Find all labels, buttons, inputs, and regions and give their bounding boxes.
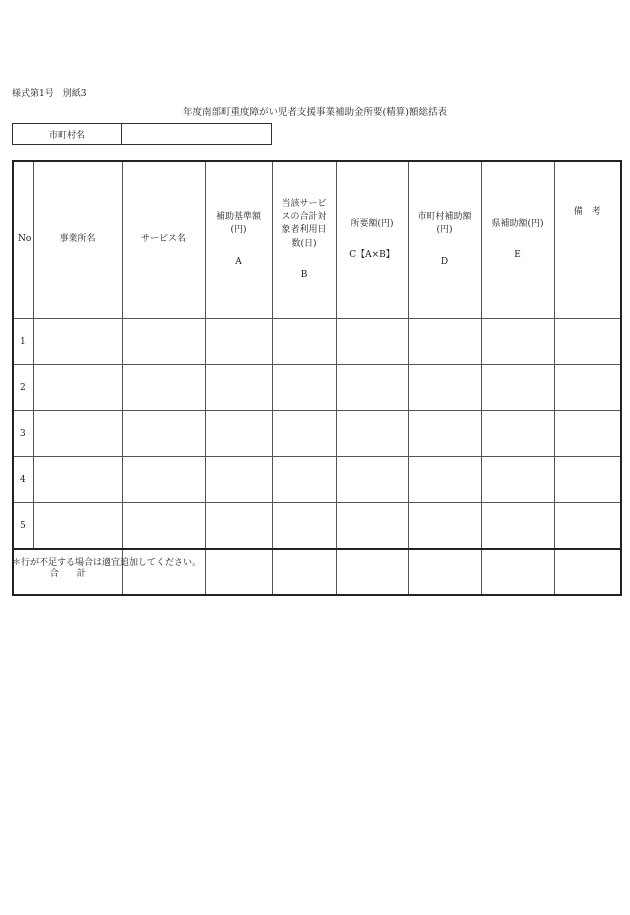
cell-base-amount[interactable] [205,503,272,550]
col-header-usage-days: 当該サービ スの合計対 象者利用日 数(日) B [272,161,336,319]
cell-base-amount[interactable] [205,457,272,503]
cell-service[interactable] [122,319,205,365]
col-header-service: サービス名 [122,161,205,319]
municipality-value[interactable] [122,124,272,145]
cell-remarks[interactable] [554,319,621,365]
total-required-amount[interactable] [336,549,408,595]
col-header-remarks: 備 考 [554,161,621,319]
row-number: 4 [13,457,33,503]
cell-office[interactable] [33,365,122,411]
table-row [13,411,621,457]
cell-remarks[interactable] [554,365,621,411]
cell-usage-days[interactable] [272,457,336,503]
cell-municipal-subsidy[interactable] [408,457,481,503]
col-header-no: No [13,161,33,319]
cell-prefecture-subsidy[interactable] [481,365,554,411]
cell-service[interactable] [122,457,205,503]
row-number: 5 [13,503,33,550]
cell-office[interactable] [33,457,122,503]
header-row [13,161,621,319]
cell-required-amount[interactable] [336,319,408,365]
total-municipal-subsidy[interactable] [408,549,481,595]
col-header-base-amount: 補助基準額 (円) A [205,161,272,319]
cell-prefecture-subsidy[interactable] [481,503,554,550]
cell-usage-days[interactable] [272,503,336,550]
document-title: 年度南部町重度障がい児者支援事業補助金所要(精算)額総括表 [183,107,447,118]
cell-remarks[interactable] [554,457,621,503]
col-header-prefecture-subsidy: 県補助額(円) E [481,161,554,319]
total-base-amount[interactable] [205,549,272,595]
cell-municipal-subsidy[interactable] [408,503,481,550]
cell-office[interactable] [33,319,122,365]
footnote: ＊行が不足する場合は適宜追加してください。 [12,558,202,568]
table-row [13,365,621,411]
cell-office[interactable] [33,411,122,457]
cell-prefecture-subsidy[interactable] [481,319,554,365]
form-number: 様式第1号 別紙3 [12,89,87,99]
cell-required-amount[interactable] [336,365,408,411]
table-row [13,457,621,503]
cell-usage-days[interactable] [272,365,336,411]
total-label: 合 計 [13,549,122,595]
row-number: 2 [13,365,33,411]
cell-base-amount[interactable] [205,319,272,365]
cell-remarks[interactable] [554,411,621,457]
table-row [13,503,621,550]
municipality-label: 市町村名 [13,124,122,145]
col-header-office: 事業所名 [33,161,122,319]
cell-base-amount[interactable] [205,411,272,457]
cell-required-amount[interactable] [336,457,408,503]
col-header-required-amount: 所要額(円) C【A×B】 [336,161,408,319]
total-prefecture-subsidy[interactable] [481,549,554,595]
cell-municipal-subsidy[interactable] [408,411,481,457]
cell-required-amount[interactable] [336,411,408,457]
cell-remarks[interactable] [554,503,621,550]
cell-prefecture-subsidy[interactable] [481,457,554,503]
cell-service[interactable] [122,503,205,550]
cell-service[interactable] [122,365,205,411]
cell-base-amount[interactable] [205,365,272,411]
cell-required-amount[interactable] [336,503,408,550]
total-remarks[interactable] [554,549,621,595]
cell-office[interactable] [33,503,122,550]
cell-municipal-subsidy[interactable] [408,319,481,365]
municipality-table [12,123,272,145]
table-row [13,319,621,365]
cell-usage-days[interactable] [272,319,336,365]
total-usage-days[interactable] [272,549,336,595]
cell-prefecture-subsidy[interactable] [481,411,554,457]
col-header-municipal-subsidy: 市町村補助額 (円) D [408,161,481,319]
cell-municipal-subsidy[interactable] [408,365,481,411]
row-number: 3 [13,411,33,457]
summary-table [12,160,622,596]
cell-usage-days[interactable] [272,411,336,457]
cell-service[interactable] [122,411,205,457]
row-number: 1 [13,319,33,365]
